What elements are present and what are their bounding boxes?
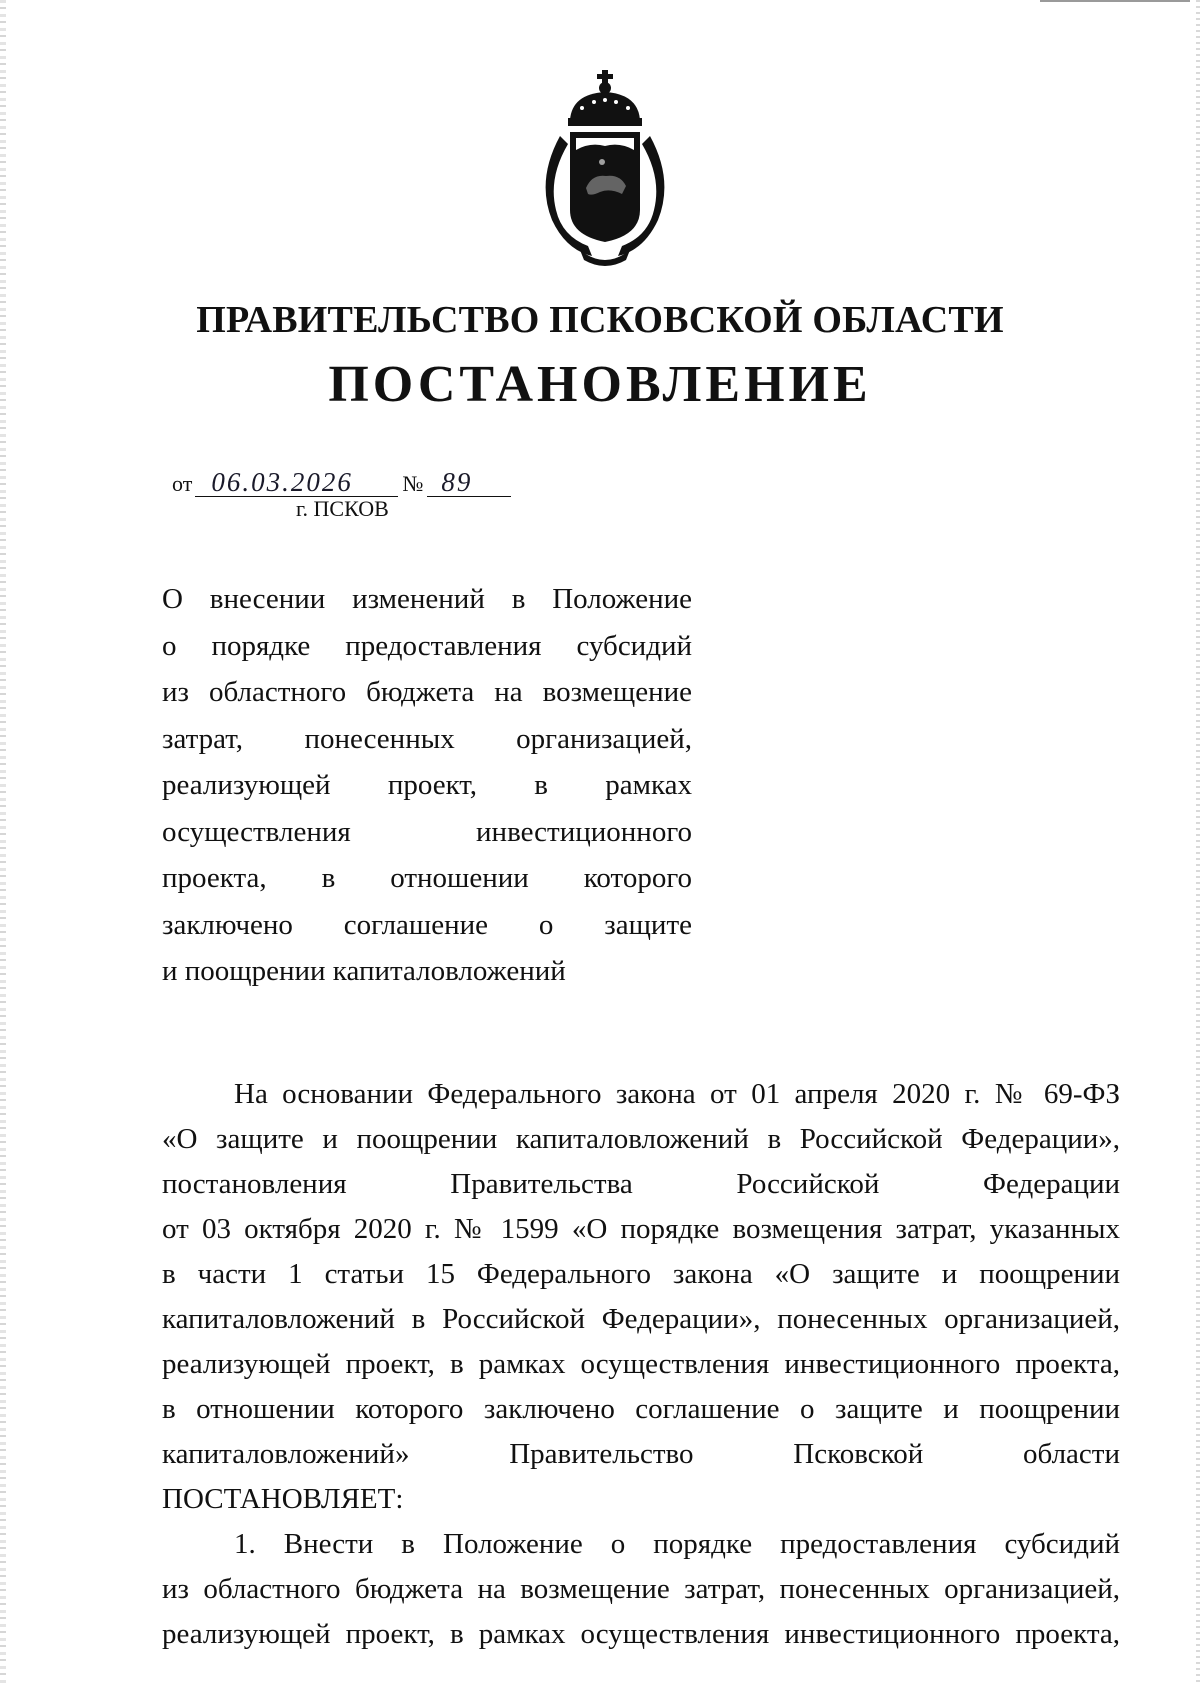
body-line: от 03 октября 2020 г. № 1599 «О порядке возмещения затрат, указанных bbox=[162, 1213, 1120, 1245]
body-line: постановления Правительства Российской Федерации bbox=[162, 1168, 1120, 1200]
city: г. ПСКОВ bbox=[296, 496, 389, 521]
date-prefix: от bbox=[172, 471, 193, 496]
crown-band bbox=[568, 118, 642, 126]
scan-left-edge bbox=[0, 0, 6, 1686]
subject-line: осуществления инвестиционного bbox=[162, 815, 692, 848]
number-value: 89 bbox=[427, 468, 511, 497]
number-prefix: № bbox=[402, 471, 424, 496]
body-line: капиталовложений» Правительство Псковской области bbox=[162, 1438, 1120, 1470]
subject-line: затрат, понесенных организацией, bbox=[162, 722, 692, 755]
body-line: На основании Федерального закона от 01 апреля 2020 г. № 69-ФЗ bbox=[234, 1078, 1120, 1110]
subject-block bbox=[162, 576, 692, 995]
body-text bbox=[162, 1072, 1120, 1657]
date-value: 06.03.2026 bbox=[195, 468, 398, 497]
body-line: ПОСТАНОВЛЯЕТ: bbox=[162, 1483, 404, 1515]
subject-line: реализующей проект, в рамках bbox=[162, 769, 692, 801]
body-line: 1. Внести в Положение о порядке предоставления субсидий bbox=[234, 1528, 1120, 1560]
organization-title: ПРАВИТЕЛЬСТВО ПСКОВСКОЙ ОБЛАСТИ bbox=[196, 299, 1004, 341]
body-line: в части 1 статьи 15 Федерального закона «О защите и поощрении bbox=[162, 1258, 1120, 1290]
subject-line: О внесении изменений в Положение bbox=[162, 583, 692, 615]
scan-top-mark bbox=[1040, 0, 1190, 2]
subject-line: проекта, в отношении которого bbox=[162, 862, 692, 894]
subject-line: заключено соглашение о защите bbox=[162, 908, 692, 941]
body-line: реализующей проект, в рамках осуществления инвестиционного проекта, bbox=[162, 1618, 1120, 1650]
body-line: «О защите и поощрении капиталовложений в Российской Федерации», bbox=[162, 1123, 1120, 1155]
subject-line: о порядке предоставления субсидий bbox=[162, 629, 692, 662]
body-line: реализующей проект, в рамках осуществления инвестиционного проекта, bbox=[162, 1348, 1120, 1380]
document-type: ПОСТАНОВЛЕНИЕ bbox=[328, 356, 872, 413]
body-line: в отношении которого заключено соглашение о защите и поощрении bbox=[162, 1393, 1120, 1425]
body-line: из областного бюджета на возмещение затрат, понесенных организацией, bbox=[162, 1573, 1120, 1605]
crown bbox=[570, 92, 640, 120]
scan-right-edge bbox=[1196, 0, 1200, 1686]
coat-of-arms-icon bbox=[530, 70, 680, 270]
body-line: капиталовложений в Российской Федерации», понесенных организацией, bbox=[162, 1303, 1120, 1335]
crown-cross-bar bbox=[597, 74, 613, 79]
date-number-line bbox=[172, 468, 511, 497]
subject-line: и поощрении капиталовложений bbox=[162, 955, 566, 987]
subject-line: из областного бюджета на возмещение bbox=[162, 676, 692, 708]
